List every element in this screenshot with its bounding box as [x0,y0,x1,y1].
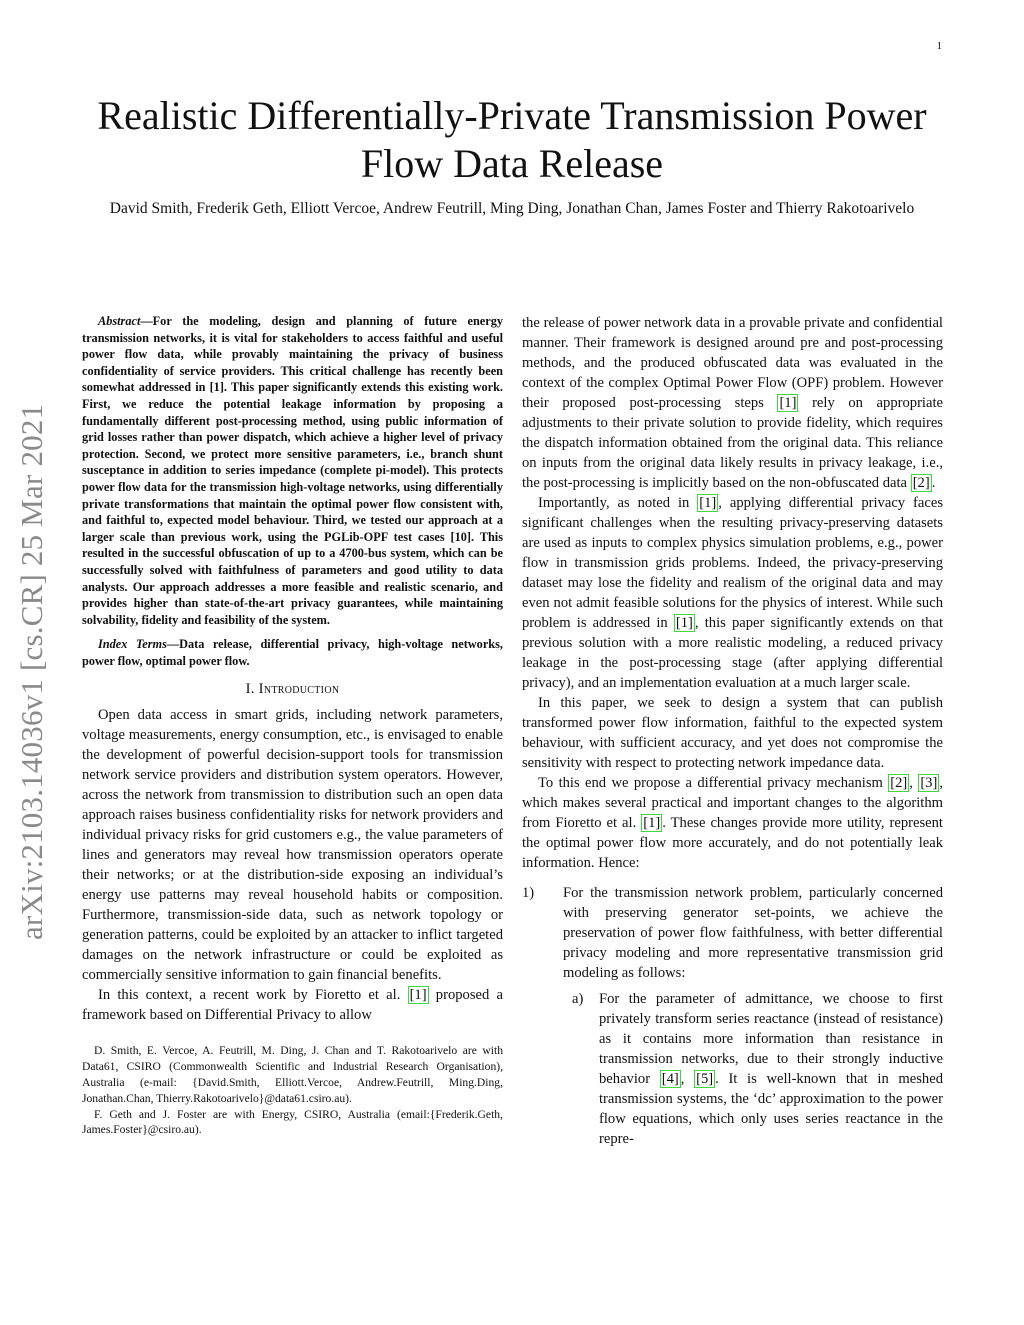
citation-link[interactable]: [3] [920,775,938,791]
citation-link[interactable]: [4] [661,1071,679,1087]
abstract-label: Abstract [98,314,141,328]
body-paragraph-4 [522,773,943,873]
sub-list-item [522,989,943,1149]
paper-title: Realistic Differentially-Private Transmission Power Flow Data Release [97,93,927,186]
arxiv-identifier-stamp: arXiv:2103.14036v1 [cs.CR] 25 Mar 2021 [14,403,49,940]
citation-link[interactable]: [1] [779,395,797,411]
list-item [522,883,943,983]
index-terms-text: —Data release, differential privacy, high-voltage networks, power flow, optimal power flow. [82,637,503,668]
text-span: , applying differential privacy faces significant challenges when the resulting privacy-preserving datasets are used as inputs to complex physics simulation problems, e.g., power flow in transmission grids problems. Indeed, the privacy-preserving dataset may lose the fidelity and realism of the original data and may even not admit feasible solutions for the physics of interest. While such problem is addressed in [522,495,944,631]
citation-link[interactable]: [1] [675,615,693,631]
citation-link[interactable]: [5] [696,1071,714,1087]
text-span: , this paper significantly extends on that previous solution with a more realistic modeling, a reduced privacy leakage in the post-processing stage (after applying differential privacy), and an implementation evaluation at a much larger scale. [522,615,944,691]
text-span: the release of power network data in a provable private and confidential manner. Their framework is designed around pre and post-processing methods, and the produced obfuscated data was evaluated in the context of the complex Optimal Power Flow (OPF) problem. However their proposed post-processing steps [522,315,943,411]
right-column [522,313,943,1149]
text-span: . It is well-known that in meshed transmission systems, the ‘dc’ approximation to the power flow equations, which only uses series reactance in the repre- [599,1071,943,1147]
citation-link[interactable]: [2] [890,775,908,791]
index-terms-label: Index Terms [98,637,167,652]
sub-list-marker: a) [572,991,584,1007]
author-affiliation-footnotes [82,1043,503,1138]
list-item-text: For the transmission network problem, particularly concerned with preserving generator set-points, we achieve the preservation of power flow faithfulness, with better differential privacy modeling and more representative transmission grid modeling as follows: [563,885,943,981]
text-span: In this context, a recent work by Fioretto et al. [98,987,408,1004]
abstract [82,313,503,628]
text-span: To this end we propose a differential privacy mechanism [538,775,889,791]
text-span: proposed a framework based on Differential Privacy to allow [82,987,503,1024]
citation-link[interactable]: [1] [699,495,717,511]
text-span: . [931,475,936,491]
citation-link[interactable]: [1] [409,987,427,1004]
list-marker: 1) [522,885,535,901]
body-paragraph-3: In this paper, we seek to design a system that can publish transformed power flow information, faithful to the expected system behaviour, with sufficient accuracy, and yet does not compromise the sensitivity with respect to protecting network impedance data. [522,695,943,771]
contribution-list [522,883,943,1149]
body-paragraph-2 [522,493,943,693]
section-heading-introduction: I. Introduction [245,681,340,698]
citation-link[interactable]: [2] [912,475,930,491]
text-span: , which makes several practical and important changes to the algorithm from Fioretto et al. [522,775,943,831]
page-number: 1 [936,40,942,52]
index-terms [82,636,503,669]
footnote-energy: F. Geth and J. Foster are with Energy, CSIRO, Australia (email:{Frederik.Geth, James.Foster}@csiro.au). [82,1107,503,1137]
citation-link[interactable]: [1] [643,815,661,831]
text-span: , [680,1071,695,1087]
text-span: , [909,775,919,791]
left-column [82,313,503,1138]
footnote-data61: D. Smith, E. Vercoe, A. Feutrill, M. Ding, J. Chan and T. Rakotoarivelo are with Data61, CSIRO (Commonwealth Scientific and Industrial Research Organisation), Australia (e-mail: {David.Smith, Elliott.Vercoe, Andrew.Feutrill, Ming.Ding, Jonathan.Chan, Thierry.Rakotoarivelo}@data61.csiro.au). [82,1044,503,1105]
intro-paragraph-1: Open data access in smart grids, including network parameters, voltage measurements, energy consumption, etc., is envisaged to enable the development of powerful decision-support tools for transmission network service providers and distribution system operators. However, across the network from transmission to distribution such an open data approach raises business confidentiality risks for network providers and individual privacy risks for grid customers e.g., the value parameters of lines and generators may reveal how transmission operators operate their networks; or at the distribution-side exposing an individual’s energy use patterns may reveal household habits or composition. Furthermore, transmission-side data, such as network topology or generation patterns, could be exploited by an attacker to inflict targeted damages on the network infrastructure or could be exploited as commercially sensitive information to gain financial benefits. [82,707,503,984]
body-paragraph-1 [522,313,943,493]
author-list: David Smith, Frederik Geth, Elliott Vercoe, Andrew Feutrill, Ming Ding, Jonathan Chan, James Foster and Thierry Rakotoarivelo [109,200,915,217]
abstract-text: —For the modeling, design and planning of future energy transmission networks, it is vital for stakeholders to access faithful and useful power flow data, while provably maintaining the privacy of business confidentiality of service providers. This critical challenge has recently been somewhat addressed in [1]. This paper significantly extends this existing work. First, we reduce the potential leakage information by proposing a fundamentally different post-processing method, using public information of grid losses rather than power dispatch, which achieve a higher level of privacy protection. Second, we protect more sensitive parameters, i.e., branch shunt susceptance in addition to series impedance (complete pi-model). This protects power flow data for the transmission high-voltage networks, using differentially private transformations that maintain the optimal power flow consistent with, and faithful to, expected model behaviour. Third, we tested our approach at a larger scale than previous work, using the PGLib-OPF test cases [10]. This resulted in the successful obfuscation of up to a 4700-bus system, which can be successfully solved with faithfulness of parameters and good utility to data analysts. Our approach addresses a more feasible and realistic scenario, and provides higher than state-of-the-art privacy guarantees, while maintaining solvability, fidelity and feasibility of the system. [82,314,503,627]
intro-paragraph-2 [82,985,503,1025]
text-span: . These changes provide more utility, represent the optimal power flow more accurately, and do not potentially leak information. Hence: [522,815,943,871]
text-span: rely on appropriate adjustments to their private solution to provide fidelity, which requires the dispatch information obtained from the original data. This reliance on inputs from the original data likely results in privacy leakage, i.e., the post-processing is implicitly based on the non-obfuscated data [522,395,943,491]
text-span: Importantly, as noted in [538,495,698,511]
text-span: For the parameter of admittance, we choose to first privately transform series reactance (instead of resistance) as it contains more information than resistance in transmission networks, due to their strongly inductive behavior [599,991,943,1087]
